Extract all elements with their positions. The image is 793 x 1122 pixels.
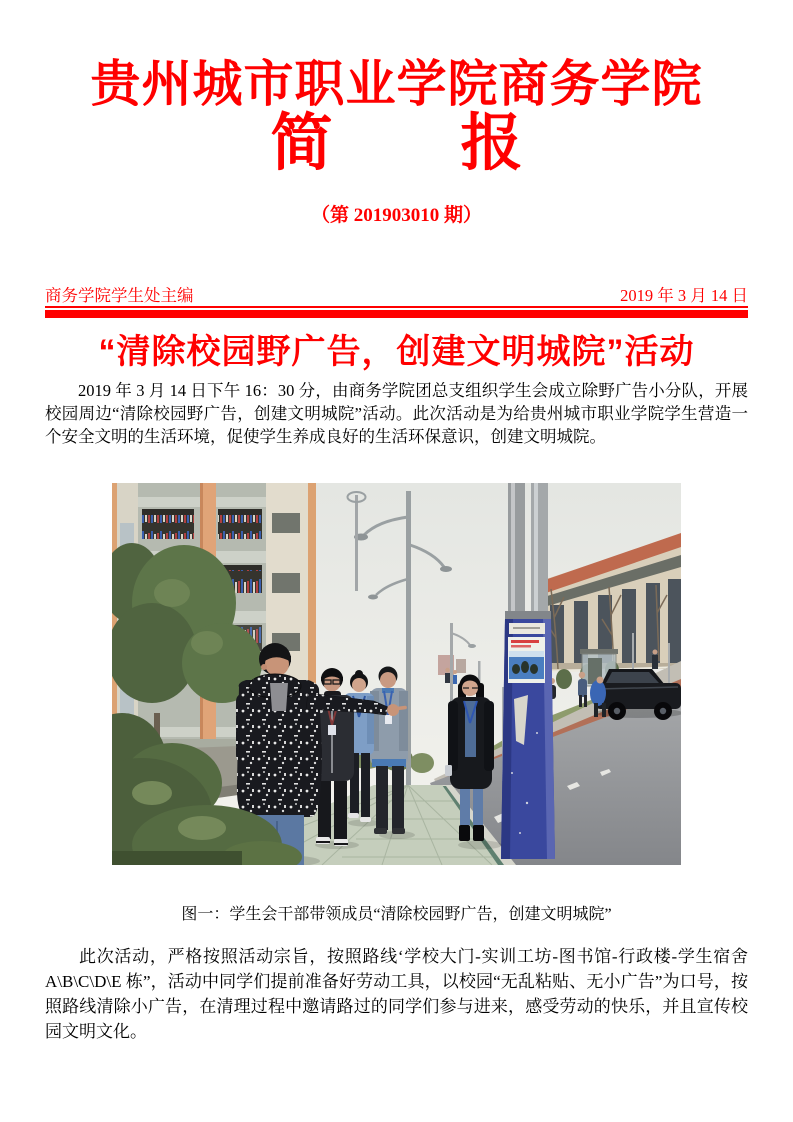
campus-street-photo-illustration [112, 483, 681, 865]
figure-caption: 图一：学生会干部带领成员“清除校园野广告，创建文明城院” [181, 906, 612, 923]
issue-date: 2019 年 3 月 14 日 [620, 286, 748, 305]
article-paragraph-1: 2019 年 3 月 14 日下午 16：30 分，由商务学院团总支组织学生会成立除野广告小分队，开展校园周边“清除校园野广告，创建文明城院”活动。此次活动是为给贵州城市职业学院学生营造一个安全文明的生活环境，促使学生养成良好的生活环保意识，创建文明城院。 [45, 381, 748, 446]
masthead-char-right: 报 [460, 110, 523, 178]
masthead-char-left: 简 [270, 110, 333, 178]
issue-line: （第 201903010 期） [310, 205, 482, 226]
info-bar [45, 282, 748, 306]
divider-thin [45, 306, 748, 308]
masthead [0, 110, 793, 178]
article-paragraph-2: 此次活动，严格按照活动宗旨，按照路线‘学校大门-实训工坊-图书馆-行政楼-学生宿舍 A\B\C\D\E 栋”，活动中同学们提前准备好劳动工具，以校园“无乱粘贴、无小广告”为口号，按照路线清除小广告，在清理过程中邀请路过的同学们参与进来，感受劳动的快乐，并且宣传校园文明文化。 [45, 947, 748, 1041]
activity-photo [112, 483, 681, 865]
divider-thick [45, 310, 748, 318]
org-title: 贵州城市职业学院商务学院 [90, 56, 703, 112]
editor-credit: 商务学院学生处主编 [45, 286, 194, 305]
article-headline: “清除校园野广告，创建文明城院”活动 [98, 333, 695, 371]
